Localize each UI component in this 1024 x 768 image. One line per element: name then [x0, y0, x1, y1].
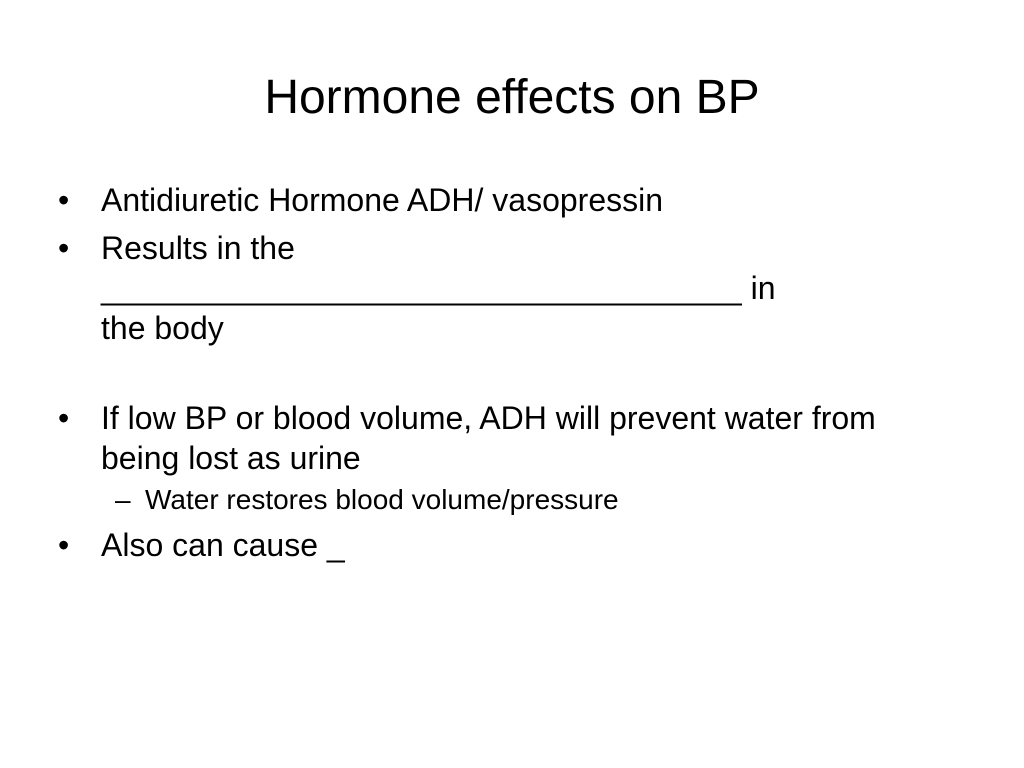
bullet-item — [58, 228, 958, 348]
bullet-icon: • — [58, 182, 70, 218]
bullet-text: Antidiuretic Hormone ADH/ vasopressin — [101, 182, 664, 218]
dash-icon: – — [115, 484, 131, 515]
bullet-icon: • — [58, 230, 70, 266]
bullet-text-line: the body — [101, 310, 224, 346]
slide-body — [58, 180, 958, 565]
bullet-item — [58, 398, 958, 478]
bullet-text-line: Results in the — [101, 230, 295, 266]
slide-title: Hormone effects on BP — [264, 71, 760, 124]
fill-in-blank: ____________________________________ — [101, 270, 742, 306]
bullet-icon: • — [58, 527, 70, 563]
fill-in-blank-line — [101, 268, 958, 308]
bullet-item — [58, 180, 958, 220]
sub-bullet-item — [58, 483, 958, 517]
bullet-text: Also can cause _ — [101, 527, 345, 563]
bullet-text-after-blank: in — [741, 270, 776, 306]
sub-bullet-text: Water restores blood volume/pressure — [145, 484, 619, 515]
bullet-item — [58, 525, 958, 565]
bullet-text: If low BP or blood volume, ADH will prevent water from being lost as urine — [101, 400, 876, 476]
bullet-icon: • — [58, 400, 70, 436]
bullet-text-fill-in — [101, 228, 958, 348]
